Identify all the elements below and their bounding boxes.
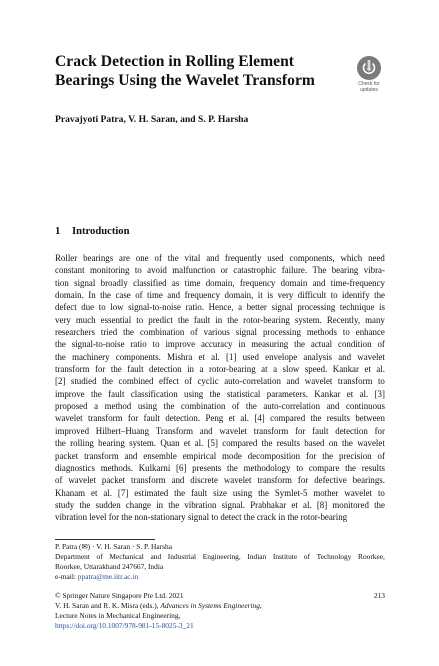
title-line: Crack Detection in Rolling Element <box>55 53 295 70</box>
section-number: 1 <box>55 226 61 237</box>
introduction-paragraph <box>55 252 385 524</box>
paragraph-line: proposed a method using the combination of the auto-correlation and continuous <box>55 401 385 412</box>
page-number: 213 <box>373 591 385 600</box>
footnote-email-row <box>55 572 385 582</box>
editors-line <box>55 601 385 611</box>
copyright-text: © Springer Nature Singapore Pte Ltd. 2021 <box>55 591 184 600</box>
paragraph-line: constant monitoring to avoid malfunction or catastrophic failure. The bearing vibra- <box>55 265 385 276</box>
footnote-divider <box>55 539 155 540</box>
publication-footer <box>55 591 385 631</box>
paragraph-line: tion signal broadly classified as time domain, frequency domain and time-frequency <box>55 277 385 288</box>
copyright-line <box>55 591 385 601</box>
paragraph-line: defect due to low signal-to-noise ratio. Hence, a better signal processing technique is <box>55 302 385 313</box>
paragraph-line: vibration level for the non-stationary signal to detect the crack in the rotor-bearing <box>55 512 348 523</box>
title-line: Bearings Using the Wavelet Transform <box>55 72 315 89</box>
paragraph-line: of wavelet packet transform and discrete wavelet transform for defective bearings. <box>55 475 385 486</box>
paragraph-line: wavelet transform for fault detection. Peng et al. [4] compared the results between <box>55 413 385 424</box>
author-footnote <box>55 542 385 582</box>
paragraph-line: packet transform and ensemble empirical mode decomposition for the precision of <box>55 450 385 461</box>
footnote-affiliation: Roorkee, Uttarakhand 247667, India <box>55 562 164 571</box>
check-for-updates-badge[interactable] <box>352 56 386 93</box>
paragraph-line: Roller bearings are one of the vital and frequently used components, which need <box>55 253 385 263</box>
email-link[interactable]: ppatra@me.iitr.ac.in <box>77 572 139 581</box>
paragraph-line: transform for the fault detection in a rotor-bearing at a slow speed. Kankar et al. <box>55 364 385 375</box>
paragraph-line: Khanam et al. [7] estimated the fault size using the Symlet-5 mother wavelet to <box>55 487 385 498</box>
paragraph-line: domain. In the case of time and frequency domain, it is very difficult to identify the <box>55 290 385 301</box>
paragraph-line: the signal-to-noise ratio to improve accuracy in measuring the actual condition of <box>55 339 385 350</box>
paper-title <box>55 52 355 90</box>
section-heading <box>55 226 130 237</box>
paragraph-line: the machinery components. Mishra et al. [1] used envelope analysis and wavelet <box>55 351 385 362</box>
author-list: Pravajyoti Patra, V. H. Saran, and S. P. Harsha <box>55 114 249 125</box>
check-for-updates-label: Check for updates <box>358 81 380 93</box>
paragraph-line: study the sudden change in the vibration signal. Prabhakar et al. [8] monitored the <box>55 499 385 510</box>
paragraph-line: [2] studied the combined effect of cyclic auto-correlation and wavelet transform to <box>55 376 385 387</box>
editors-text: V. H. Saran and R. K. Misra (eds.), <box>55 601 159 610</box>
check-for-updates-icon <box>357 56 381 80</box>
footnote-affiliation: Department of Mechanical and Industrial Engineering, Indian Institute of Technology Roorkee, <box>55 552 385 561</box>
paragraph-line: diagnostics methods. Kulkarni [6] presents the methodology to compare the results <box>55 462 385 473</box>
paragraph-line: researchers tried the combination of various signal processing methods to enhance <box>55 327 385 338</box>
paragraph-line: the rolling bearing system. Quan et al. [5] compared the results based on the wavelet <box>55 438 385 449</box>
email-label: e-mail: <box>55 572 76 581</box>
footnote-authors: P. Patra (✉) · V. H. Saran · S. P. Harsha <box>55 542 172 551</box>
paragraph-line: improved Hilbert–Huang Transform and wavelet transform for fault detection for <box>55 425 385 436</box>
book-title: Advances in Systems Engineering, <box>160 601 262 610</box>
paragraph-line: improve the fault classification using the statistical parameters. Kankar et al. [3] <box>55 388 385 399</box>
series-line: Lecture Notes in Mechanical Engineering, <box>55 611 181 620</box>
section-title: Introduction <box>72 226 130 237</box>
doi-link[interactable]: https://doi.org/10.1007/978-981-15-8025-3_21 <box>55 621 194 630</box>
paragraph-line: very much essential to predict the fault in the rotor-bearing system. Recently, many <box>55 314 385 325</box>
